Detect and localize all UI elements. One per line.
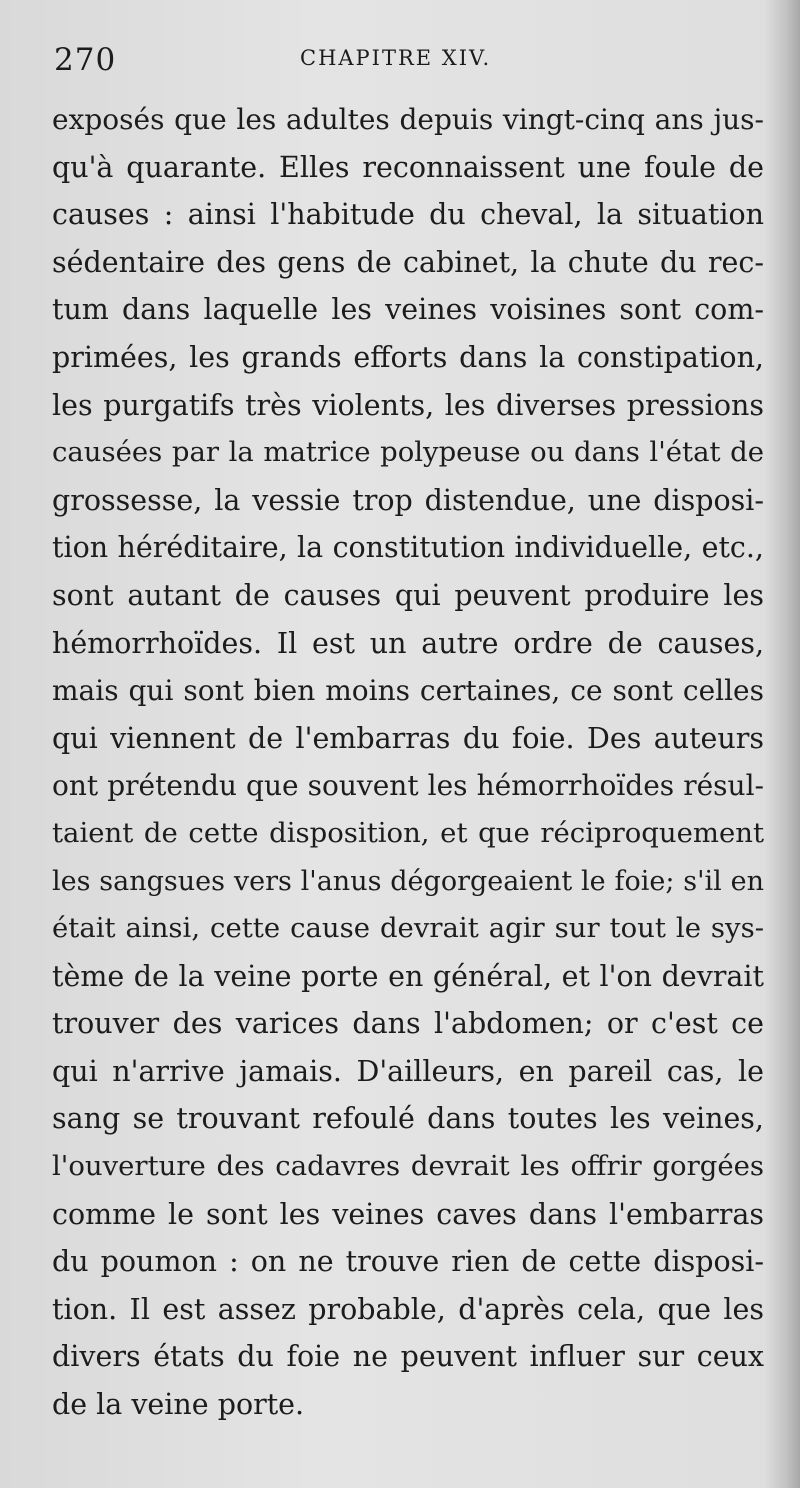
text-line: ont prétendu que souvent les hémorrhoïdes résul-	[52, 769, 764, 803]
text-line: était ainsi, cette cause devrait agir sur tout le sys-	[52, 912, 764, 945]
chapter-title: CHAPITRE XIV.	[300, 46, 492, 70]
text-line: causées par la matrice polypeuse ou dans l'état de	[52, 436, 764, 469]
text-line: sang se trouvant refoulé dans toutes les veines,	[52, 1102, 764, 1136]
text-line: sédentaire des gens de cabinet, la chute du rec-	[52, 245, 764, 279]
text-line: qui n'arrive jamais. D'ailleurs, en pareil cas, le	[52, 1054, 764, 1088]
text-line: hémorrhoïdes. Il est un autre ordre de causes,	[52, 626, 764, 660]
text-line: primées, les grands efforts dans la constipation,	[52, 340, 764, 374]
text-line: tion héréditaire, la constitution individuelle, etc.,	[52, 531, 764, 565]
body-text	[52, 96, 764, 1429]
text-line: mais qui sont bien moins certaines, ce sont celles	[52, 674, 764, 708]
text-line: du poumon : on ne trouve rien de cette disposi-	[52, 1245, 764, 1279]
text-line: trouver des varices dans l'abdomen; or c'est ce	[52, 1007, 764, 1041]
text-line: tème de la veine porte en général, et l'on devrait	[52, 959, 764, 993]
running-header	[54, 40, 760, 90]
text-line: qui viennent de l'embarras du foie. Des auteurs	[52, 721, 764, 755]
text-line: de la veine porte.	[52, 1388, 305, 1422]
text-line: tion. Il est assez probable, d'après cela, que les	[52, 1292, 764, 1326]
text-line: qu'à quarante. Elles reconnaissent une foule de	[52, 150, 764, 184]
text-line: l'ouverture des cadavres devrait les offrir gorgées	[52, 1150, 764, 1183]
text-line: exposés que les adultes depuis vingt-cinq ans jus-	[52, 103, 764, 136]
text-line: sont autant de causes qui peuvent produire les	[52, 578, 764, 612]
text-line: les sangsues vers l'anus dégorgeaient le foie; s'il en	[52, 865, 764, 897]
text-line: grossesse, la vessie trop distendue, une disposi-	[52, 483, 764, 517]
page-edge-shadow	[764, 0, 800, 1488]
text-line: tum dans laquelle les veines voisines sont com-	[52, 293, 764, 327]
text-line: les purgatifs très violents, les diverses pressions	[52, 388, 764, 422]
text-line: divers états du foie ne peuvent influer sur ceux	[52, 1340, 764, 1374]
page-number: 270	[54, 42, 117, 78]
text-line: comme le sont les veines caves dans l'embarras	[52, 1197, 764, 1231]
text-line: taient de cette disposition, et que réciproquement	[52, 816, 764, 849]
text-line: causes : ainsi l'habitude du cheval, la situation	[52, 198, 764, 232]
